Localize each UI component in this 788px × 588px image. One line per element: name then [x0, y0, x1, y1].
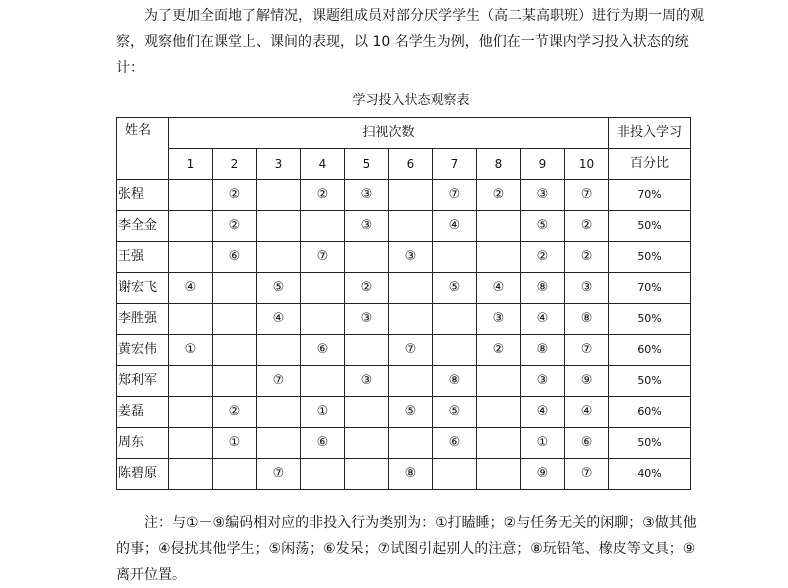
behavior-code-cell	[345, 459, 389, 490]
behavior-code-cell: ⑦	[257, 366, 301, 397]
behavior-code-cell	[389, 304, 433, 335]
non-engagement-percent: 70%	[609, 273, 691, 304]
behavior-code-cell: ②	[213, 397, 257, 428]
table-row	[117, 335, 691, 366]
table-row	[117, 242, 691, 273]
behavior-code-cell: ②	[565, 242, 609, 273]
table-row	[117, 211, 691, 242]
behavior-code-cell: ⑤	[521, 211, 565, 242]
behavior-code-cell: ③	[521, 366, 565, 397]
student-name: 张程	[117, 180, 169, 211]
scan-number-1: 1	[169, 149, 213, 180]
behavior-code-cell: ⑤	[257, 273, 301, 304]
behavior-code-cell: ⑤	[433, 273, 477, 304]
table-row	[117, 428, 691, 459]
scan-number-4: 4	[301, 149, 345, 180]
student-name: 李胜强	[117, 304, 169, 335]
behavior-code-cell: ①	[169, 335, 213, 366]
behavior-code-cell	[213, 273, 257, 304]
behavior-code-cell: ②	[565, 211, 609, 242]
non-engagement-percent: 50%	[609, 366, 691, 397]
behavior-code-cell: ④	[169, 273, 213, 304]
table-row	[117, 273, 691, 304]
behavior-code-cell: ⑦	[565, 459, 609, 490]
non-engagement-percent: 50%	[609, 428, 691, 459]
behavior-code-cell	[169, 180, 213, 211]
behavior-code-cell: ⑥	[213, 242, 257, 273]
student-name: 谢宏飞	[117, 273, 169, 304]
behavior-code-cell	[213, 335, 257, 366]
behavior-code-cell: ⑥	[433, 428, 477, 459]
behavior-code-cell: ⑦	[257, 459, 301, 490]
behavior-code-cell: ②	[477, 180, 521, 211]
behavior-code-cell: ⑧	[389, 459, 433, 490]
behavior-code-cell	[169, 242, 213, 273]
behavior-code-cell: ⑥	[565, 428, 609, 459]
behavior-code-cell	[389, 180, 433, 211]
behavior-code-cell	[257, 397, 301, 428]
behavior-code-cell	[477, 366, 521, 397]
behavior-code-cell: ⑤	[389, 397, 433, 428]
behavior-code-cell	[301, 366, 345, 397]
table-row	[117, 180, 691, 211]
behavior-code-cell: ①	[521, 428, 565, 459]
scan-number-5: 5	[345, 149, 389, 180]
behavior-code-cell	[433, 459, 477, 490]
behavior-code-cell: ③	[345, 366, 389, 397]
behavior-code-cell	[389, 273, 433, 304]
behavior-code-cell	[257, 211, 301, 242]
table-row	[117, 459, 691, 490]
behavior-code-cell: ⑤	[433, 397, 477, 428]
behavior-code-cell	[389, 428, 433, 459]
behavior-code-cell: ④	[565, 397, 609, 428]
behavior-code-cell: ⑥	[301, 335, 345, 366]
behavior-code-cell	[477, 459, 521, 490]
table-body	[117, 180, 691, 490]
behavior-code-cell	[301, 273, 345, 304]
behavior-code-cell: ⑦	[565, 335, 609, 366]
behavior-code-cell: ③	[345, 180, 389, 211]
non-engagement-percent: 50%	[609, 304, 691, 335]
table-caption: 学习投入状态观察表	[352, 93, 470, 108]
non-engagement-percent: 40%	[609, 459, 691, 490]
scan-number-2: 2	[213, 149, 257, 180]
table-row	[117, 397, 691, 428]
table-row	[117, 304, 691, 335]
behavior-code-cell: ②	[477, 335, 521, 366]
behavior-code-cell: ③	[521, 180, 565, 211]
student-name: 郑利军	[117, 366, 169, 397]
behavior-code-cell	[477, 428, 521, 459]
behavior-code-cell	[169, 366, 213, 397]
student-name: 王强	[117, 242, 169, 273]
student-name: 黄宏伟	[117, 335, 169, 366]
pct-header-line2: 百分比	[609, 149, 691, 180]
behavior-code-cell: ⑧	[433, 366, 477, 397]
behavior-code-cell	[477, 242, 521, 273]
behavior-code-cell	[345, 428, 389, 459]
behavior-code-cell	[257, 428, 301, 459]
student-name: 陈碧原	[117, 459, 169, 490]
behavior-code-cell: ②	[521, 242, 565, 273]
scan-number-10: 10	[565, 149, 609, 180]
behavior-code-cell: ④	[257, 304, 301, 335]
behavior-code-cell: ①	[213, 428, 257, 459]
scan-header: 扫视次数	[169, 118, 609, 149]
behavior-code-cell	[169, 211, 213, 242]
scan-number-8: 8	[477, 149, 521, 180]
behavior-code-cell: ③	[565, 273, 609, 304]
intro-paragraph: 为了更加全面地了解情况，课题组成员对部分厌学学生（高二某高职班）进行为期一周的观察，观察他们在课堂上、课间的表现，以 10 名学生为例，他们在一节课内学习投入状态的统计：	[116, 8, 704, 76]
non-engagement-percent: 60%	[609, 335, 691, 366]
behavior-code-cell: ②	[301, 180, 345, 211]
behavior-code-cell: ⑧	[521, 335, 565, 366]
behavior-code-cell	[257, 335, 301, 366]
scan-number-6: 6	[389, 149, 433, 180]
behavior-code-cell	[389, 366, 433, 397]
behavior-code-cell	[169, 428, 213, 459]
behavior-code-cell: ⑦	[565, 180, 609, 211]
behavior-code-cell	[257, 242, 301, 273]
behavior-code-cell	[477, 397, 521, 428]
scan-number-3: 3	[257, 149, 301, 180]
behavior-code-cell	[213, 459, 257, 490]
behavior-code-cell	[433, 335, 477, 366]
behavior-code-cell: ②	[345, 273, 389, 304]
non-engagement-percent: 50%	[609, 242, 691, 273]
observation-table	[116, 117, 691, 490]
behavior-code-cell: ⑧	[521, 273, 565, 304]
header-row-1	[117, 118, 691, 149]
behavior-code-cell: ⑨	[565, 366, 609, 397]
non-engagement-percent: 60%	[609, 397, 691, 428]
name-header: 姓名	[117, 118, 169, 180]
behavior-code-cell: ③	[389, 242, 433, 273]
behavior-code-cell: ②	[213, 211, 257, 242]
table-row	[117, 366, 691, 397]
behavior-code-cell	[213, 366, 257, 397]
behavior-code-cell: ③	[477, 304, 521, 335]
non-engagement-percent: 50%	[609, 211, 691, 242]
behavior-code-cell	[389, 211, 433, 242]
behavior-code-cell: ⑦	[301, 242, 345, 273]
note-paragraph: 注：与①－⑨编码相对应的非投入行为类别为：①打瞌睡；②与任务无关的闲聊；③做其他的事；④侵扰其他学生；⑤闲荡；⑥发呆；⑦试图引起别人的注意；⑧玩铅笔、橡皮等文具；⑨离开位置。	[116, 515, 697, 583]
behavior-code-cell	[213, 304, 257, 335]
behavior-code-cell: ③	[345, 304, 389, 335]
behavior-code-cell	[169, 459, 213, 490]
behavior-code-cell: ⑦	[433, 180, 477, 211]
behavior-code-cell: ④	[433, 211, 477, 242]
pct-header-line1: 非投入学习	[609, 118, 691, 149]
behavior-code-cell	[301, 211, 345, 242]
header-row-2	[117, 149, 691, 180]
behavior-code-cell	[345, 397, 389, 428]
student-name: 周东	[117, 428, 169, 459]
behavior-code-cell	[345, 242, 389, 273]
behavior-code-cell: ④	[521, 397, 565, 428]
behavior-code-cell	[433, 304, 477, 335]
behavior-code-cell: ⑥	[301, 428, 345, 459]
behavior-code-cell	[477, 211, 521, 242]
behavior-code-cell: ④	[521, 304, 565, 335]
behavior-code-cell	[301, 304, 345, 335]
behavior-code-cell	[433, 242, 477, 273]
behavior-code-cell: ③	[345, 211, 389, 242]
behavior-code-cell: ②	[213, 180, 257, 211]
behavior-code-cell: ①	[301, 397, 345, 428]
student-name: 姜磊	[117, 397, 169, 428]
scan-number-7: 7	[433, 149, 477, 180]
behavior-code-cell	[257, 180, 301, 211]
behavior-code-cell	[301, 459, 345, 490]
behavior-code-cell: ⑦	[389, 335, 433, 366]
behavior-code-cell: ⑨	[521, 459, 565, 490]
behavior-code-cell	[345, 335, 389, 366]
behavior-code-cell	[169, 304, 213, 335]
behavior-code-cell	[169, 397, 213, 428]
non-engagement-percent: 70%	[609, 180, 691, 211]
behavior-code-cell: ⑧	[565, 304, 609, 335]
scan-number-9: 9	[521, 149, 565, 180]
behavior-code-cell: ④	[477, 273, 521, 304]
student-name: 李全金	[117, 211, 169, 242]
